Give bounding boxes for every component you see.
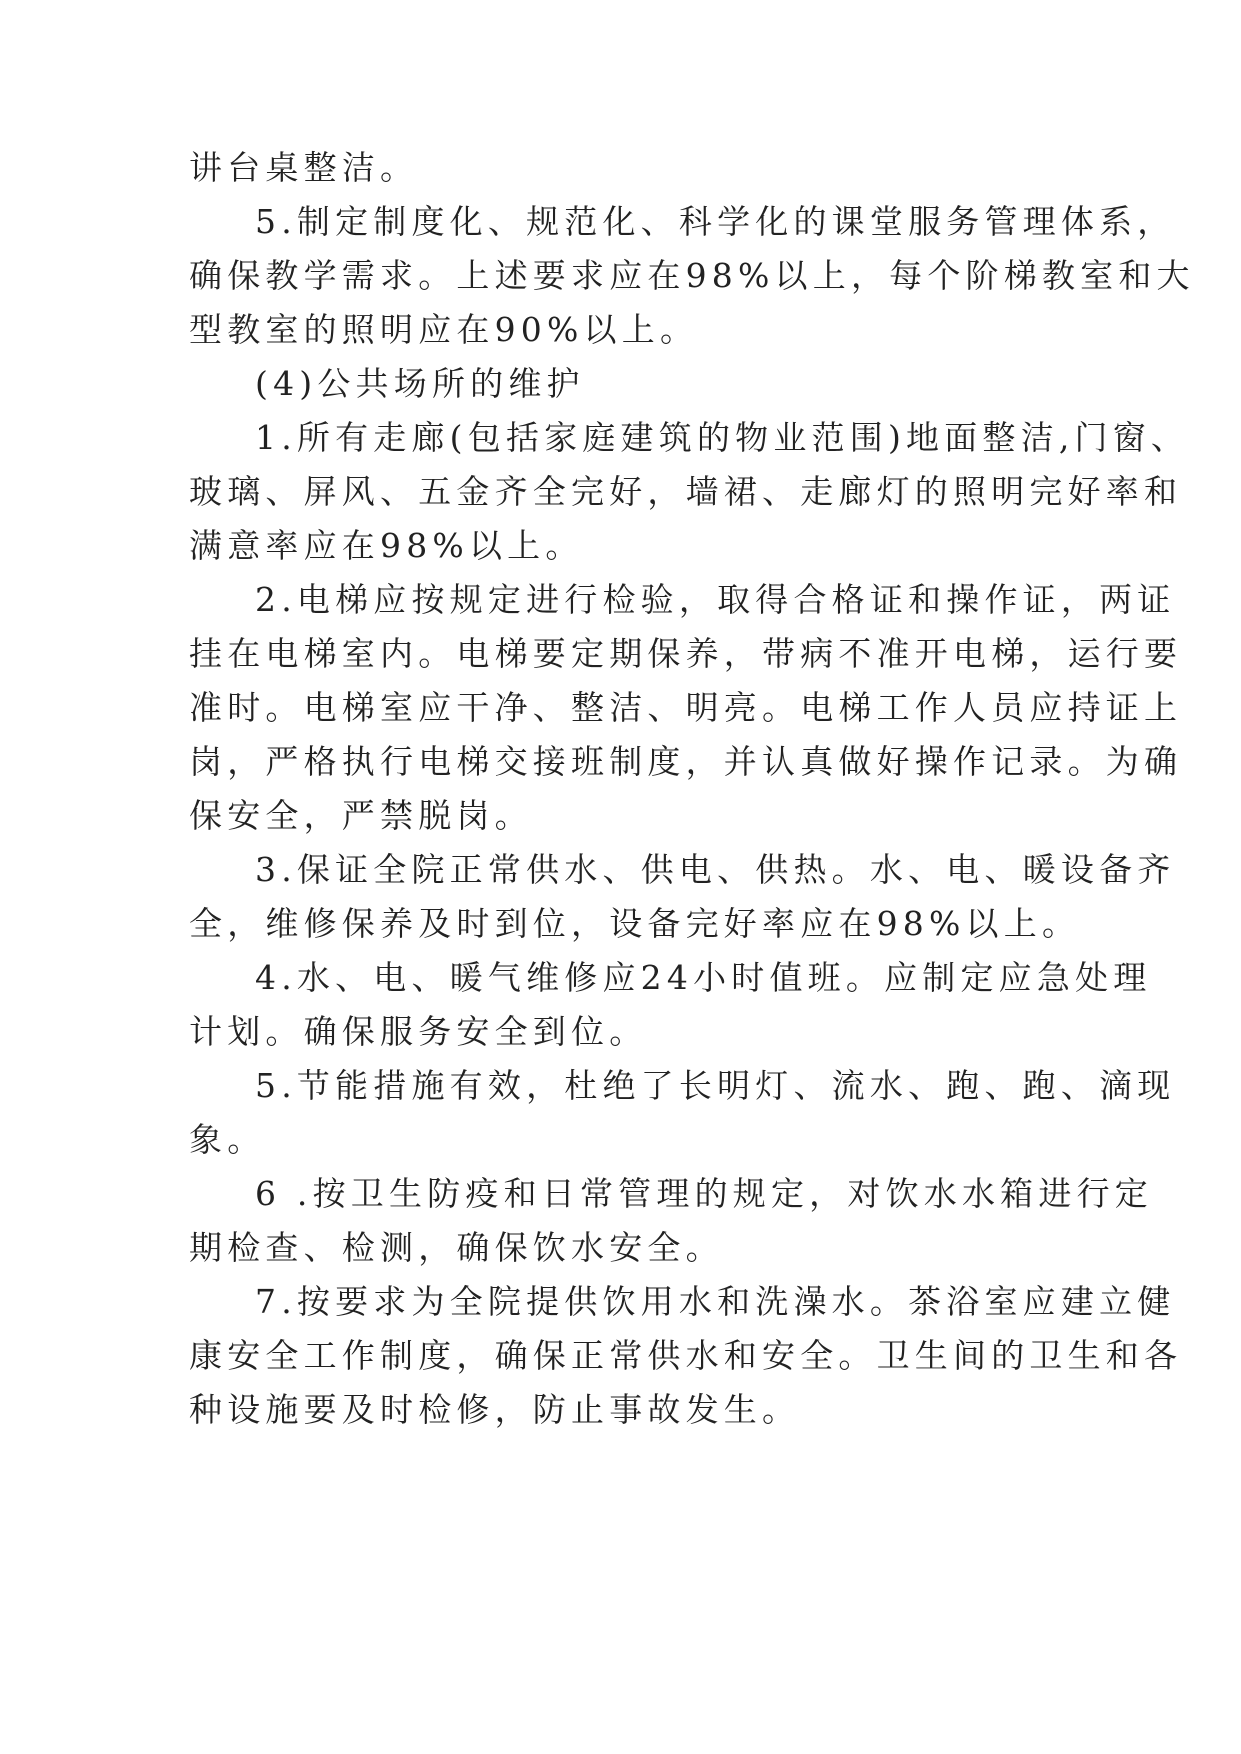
- text-line: 期检查、检测，确保饮水安全。: [189, 1228, 724, 1267]
- text-line: 6 .按卫生防疫和日常管理的规定，对饮水水箱进行定: [255, 1174, 1153, 1213]
- text-line: 讲台桌整洁。: [189, 148, 419, 187]
- text-line: 4.水、电、暖气维修应24小时值班。应制定应急处理: [255, 958, 1152, 997]
- text-line: 康安全工作制度，确保正常供水和安全。卫生间的卫生和各: [189, 1336, 1183, 1375]
- text-line: 型教室的照明应在90%以上。: [189, 310, 699, 349]
- text-line: 2.电梯应按规定进行检验，取得合格证和操作证，两证: [255, 580, 1176, 619]
- text-line: 保安全，严禁脱岗。: [189, 796, 533, 835]
- text-line: 3.保证全院正常供水、供电、供热。水、电、暖设备齐: [255, 850, 1176, 889]
- section-heading: (4)公共场所的维护: [255, 364, 585, 403]
- text-line: 7.按要求为全院提供饮用水和洗澡水。茶浴室应建立健: [255, 1282, 1176, 1321]
- text-line: 象。: [189, 1120, 266, 1159]
- text-line: 种设施要及时检修，防止事故发生。: [189, 1390, 801, 1429]
- text-line: 计划。确保服务安全到位。: [189, 1012, 648, 1051]
- text-line: 玻璃、屏风、五金齐全完好，墙裙、走廊灯的照明完好率和: [189, 472, 1183, 511]
- text-line: 5.节能措施有效，杜绝了长明灯、流水、跑、跑、滴现: [255, 1066, 1176, 1105]
- text-line: 全，维修保养及时到位，设备完好率应在98%以上。: [189, 904, 1081, 943]
- text-line: 岗，严格执行电梯交接班制度，并认真做好操作记录。为确: [189, 742, 1183, 781]
- text-line: 满意率应在98%以上。: [189, 526, 584, 565]
- text-line: 1.所有走廊(包括家庭建筑的物业范围)地面整洁,门窗、: [255, 418, 1190, 457]
- text-line: 准时。电梯室应干净、整洁、明亮。电梯工作人员应持证上: [189, 688, 1183, 727]
- text-line: 确保教学需求。上述要求应在98%以上，每个阶梯教室和大: [189, 256, 1195, 295]
- text-line: 挂在电梯室内。电梯要定期保养，带病不准开电梯，运行要: [189, 634, 1183, 673]
- text-line: 5.制定制度化、规范化、科学化的课堂服务管理体系，: [255, 202, 1176, 241]
